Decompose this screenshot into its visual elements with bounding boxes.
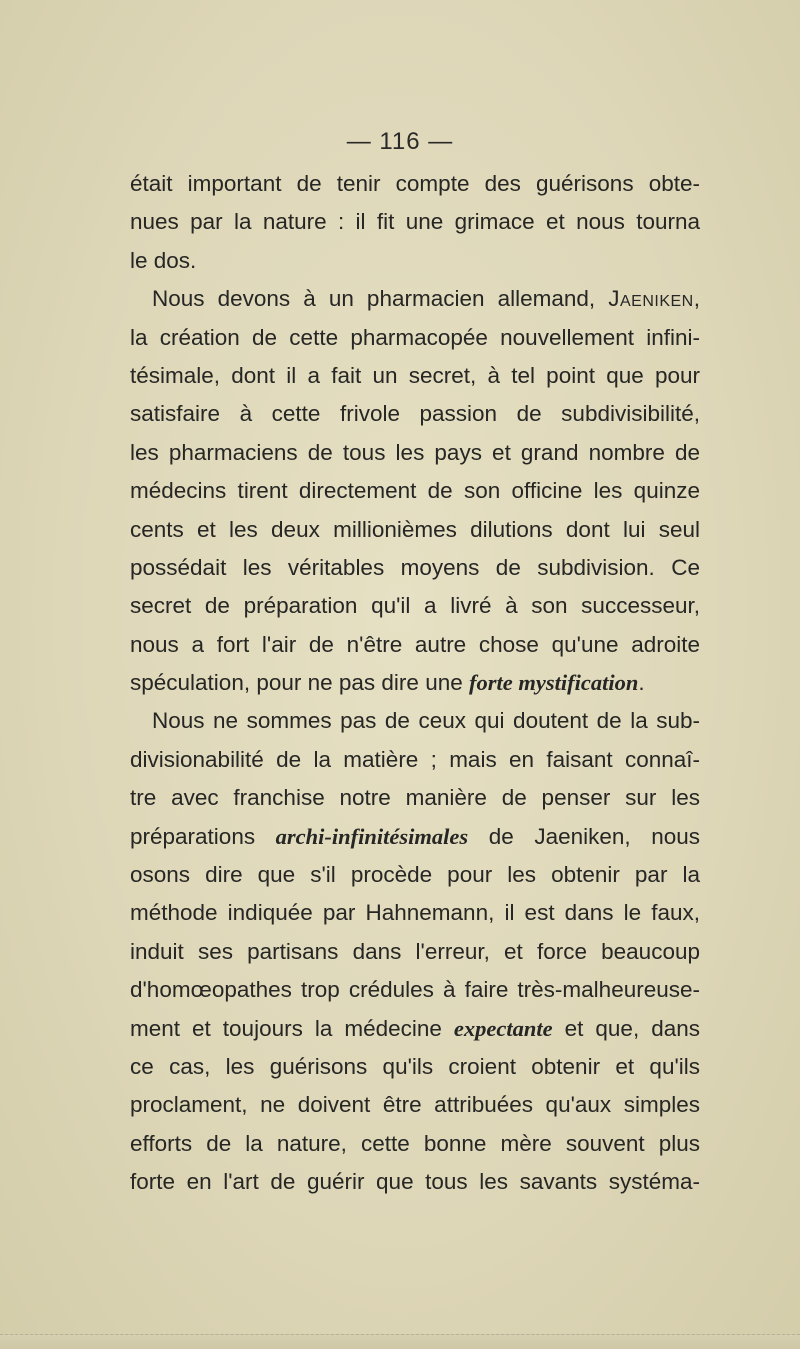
text-line: préparations archi-infinitésimales de Jaeniken, nous xyxy=(130,823,700,849)
text-line: possédait les véritables moyens de subdivision. Ce xyxy=(130,554,700,580)
text-line: méthode indiquée par Hahnemann, il est dans le faux, xyxy=(130,900,700,926)
text-line: satisfaire à cette frivole passion de subdivisibilité, xyxy=(130,401,700,427)
text-line: induit ses partisans dans l'erreur, et force beaucoup xyxy=(130,938,700,964)
italic-phrase: archi-infinitésimales xyxy=(275,823,469,849)
text-line: tre avec franchise notre manière de penser sur les xyxy=(130,785,700,811)
text-line: efforts de la nature, cette bonne mère souvent plus xyxy=(130,1130,700,1156)
text-line: secret de préparation qu'il a livré à son successeur, xyxy=(130,593,700,619)
text-line: divisionabilité de la matière ; mais en faisant connaî- xyxy=(130,746,700,772)
italic-phrase: expectante xyxy=(453,1015,553,1041)
text-line: cents et les deux millionièmes dilutions dont lui seul xyxy=(130,516,700,542)
paragraph-start-line: Nous devons à un pharmacien allemand, Jaeniken, xyxy=(152,286,700,312)
page-number: — 116 — xyxy=(346,128,454,155)
text-line: osons dire que s'il procède pour les obtenir par la xyxy=(130,862,700,888)
text-line: forte en l'art de guérir que tous les savants systéma- xyxy=(130,1169,700,1195)
text-line: d'homœopathes trop crédules à faire très-malheureuse- xyxy=(130,977,700,1003)
body-text xyxy=(130,165,700,1202)
text-line: proclament, ne doivent être attribuées qu'aux simples xyxy=(130,1092,700,1118)
author-name-smallcaps: Jaeniken xyxy=(608,286,694,312)
text-line: médecins tirent directement de son officine les quinze xyxy=(130,478,700,504)
text-line: était important de tenir compte des guérisons obte- xyxy=(130,171,700,196)
text-line: spéculation, pour ne pas dire une forte mystification. xyxy=(130,670,645,696)
text-line: la création de cette pharmacopée nouvellement infini- xyxy=(130,324,700,350)
italic-phrase: forte mystification xyxy=(468,670,639,696)
text-line: nues par la nature : il fit une grimace et nous tourna xyxy=(130,209,700,235)
text-line: les pharmaciens de tous les pays et grand nombre de xyxy=(130,439,700,465)
page-bottom-edge xyxy=(0,1334,800,1349)
text-line: tésimale, dont il a fait un secret, à tel point que pour xyxy=(130,362,700,388)
text-line: nous a fort l'air de n'être autre chose qu'une adroite xyxy=(130,631,700,657)
text-line: ce cas, les guérisons qu'ils croient obtenir et qu'ils xyxy=(130,1053,700,1079)
text-line: le dos. xyxy=(130,247,197,273)
paragraph-start-line: Nous ne sommes pas de ceux qui doutent de la sub- xyxy=(152,708,700,734)
text-line: ment et toujours la médecine expectante et que, dans xyxy=(130,1015,700,1041)
